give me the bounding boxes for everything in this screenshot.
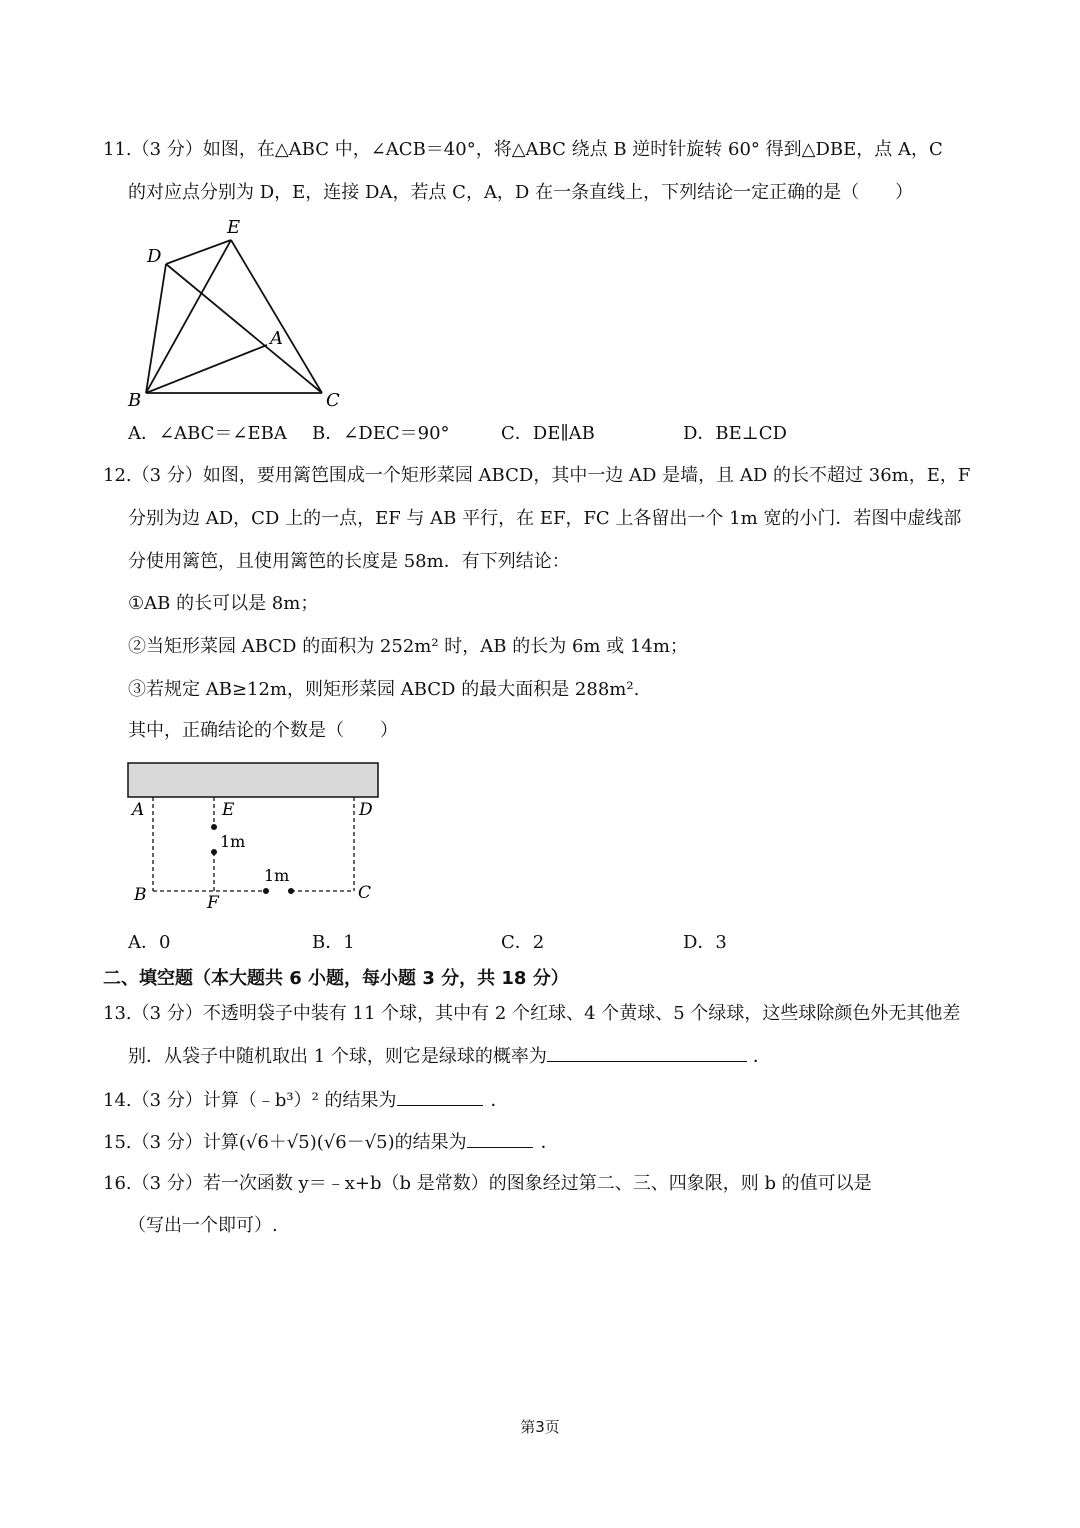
q11-label-e: E [227,217,241,238]
q12-conclusion-2: ②当矩形菜园 ABCD 的面积为 252m² 时，AB 的长为 6m 或 14m； [128,636,688,657]
q15-score: （3 分） [131,1132,203,1153]
q11-option-b[interactable]: B．∠DEC＝90° [312,423,450,444]
q12-conclusion-3: ③若规定 AB≥12m，则矩形菜园 ABCD 的最大面积是 288m². [128,679,640,700]
q11-label-b: B [128,390,142,411]
q13-score: （3 分） [131,1003,203,1024]
q12-option-a[interactable]: A．0 [128,932,171,953]
q14-end: ． [490,1090,509,1111]
section-2-heading: 二、填空题（本大题共 6 小题，每小题 3 分，共 18 分） [103,968,569,989]
q14-text: 计算（﹣b³）² 的结果为 [202,1090,397,1111]
q16-line2: （写出一个即可）. [128,1215,278,1236]
q12-label-c: C [358,883,372,903]
q13-end: ． [752,1046,771,1067]
q14-line [103,1087,509,1114]
q11-text2: 的对应点分别为 D，E，连接 DA，若点 C，A，D 在一条直线上，下列结论一定正确的是（ ） [128,182,914,203]
q15-text: 计算(√6＋√5)(√6－√5)的结果为 [202,1132,467,1153]
q12-conclusion-1: ①AB 的长可以是 8m； [128,593,319,614]
q12-ask: 其中，正确结论的个数是（ ） [128,720,398,741]
q15-answer-blank[interactable] [467,1129,533,1148]
q13-line1 [103,1001,960,1027]
q13-line2 [128,1043,771,1070]
q12-option-b[interactable]: B．1 [312,932,355,953]
q11-label-d: D [147,246,162,267]
q14-number: 14. [103,1090,132,1111]
q16-text1: 若一次函数 y＝﹣x+b（b 是常数）的图象经过第二、三、四象限，则 b 的值可以是 [202,1173,872,1194]
q11-line2 [128,180,913,206]
q12-text1: 如图，要用篱笆围成一个矩形菜园 ABCD，其中一边 AD 是墙，且 AD 的长不超过 36m，E，F [202,465,971,486]
q12-line3: 分使用篱笆，且使用篱笆的长度是 58m．有下列结论： [128,551,570,572]
q12-label-1m-vertical: 1m [220,832,246,851]
q12-label-e: E [222,800,235,820]
q12-label-1m-horizontal: 1m [264,866,290,885]
q12-option-c[interactable]: C．2 [501,932,545,953]
q13-text2: 别．从袋子中随机取出 1 个球，则它是绿球的概率为 [128,1046,547,1067]
q12-score: （3 分） [131,465,203,486]
q14-answer-blank[interactable] [397,1087,483,1106]
q12-label-a: A [132,800,145,820]
q16-line1 [103,1171,872,1197]
q16-score: （3 分） [131,1173,203,1194]
q13-text1: 不透明袋子中装有 11 个球，其中有 2 个红球、4 个黄球、5 个绿球，这些球除颜色外无其他差 [202,1003,961,1024]
q12-label-d: D [359,800,373,820]
q12-figure [120,755,390,915]
q11-figure [120,210,360,415]
q14-score: （3 分） [131,1090,203,1111]
q12-line2: 分别为边 AD，CD 上的一点，EF 与 AB 平行，在 EF，FC 上各留出一个 1m 宽的小门．若图中虚线部 [128,508,962,529]
q11-option-a[interactable]: A．∠ABC＝∠EBA [128,423,287,444]
q16-number: 16. [103,1173,132,1194]
q12-number: 12. [103,465,132,486]
q13-answer-blank[interactable] [547,1043,747,1062]
q12-wall [128,763,378,797]
q11-score: （3 分） [131,139,203,160]
q12-label-b: B [134,885,147,905]
q15-end: ． [540,1132,559,1153]
q15-line [103,1129,559,1156]
page-number: 第3页 [520,1418,560,1436]
q11-number: 11. [103,139,132,160]
q11-text1: 如图，在△ABC 中，∠ACB＝40°，将△ABC 绕点 B 逆时针旋转 60° 得到△DBE，点 A，C [202,139,943,160]
q13-number: 13. [103,1003,132,1024]
q12-label-f: F [207,893,219,913]
q11-option-d[interactable]: D．BE⊥CD [683,423,787,444]
q12-option-d[interactable]: D．3 [683,932,727,953]
q15-number: 15. [103,1132,132,1153]
q12-line1 [103,463,970,489]
q11-option-c[interactable]: C．DE∥AB [501,423,595,444]
q11-line1 [103,137,943,163]
q11-label-c: C [326,390,340,411]
q11-label-a: A [270,328,283,349]
